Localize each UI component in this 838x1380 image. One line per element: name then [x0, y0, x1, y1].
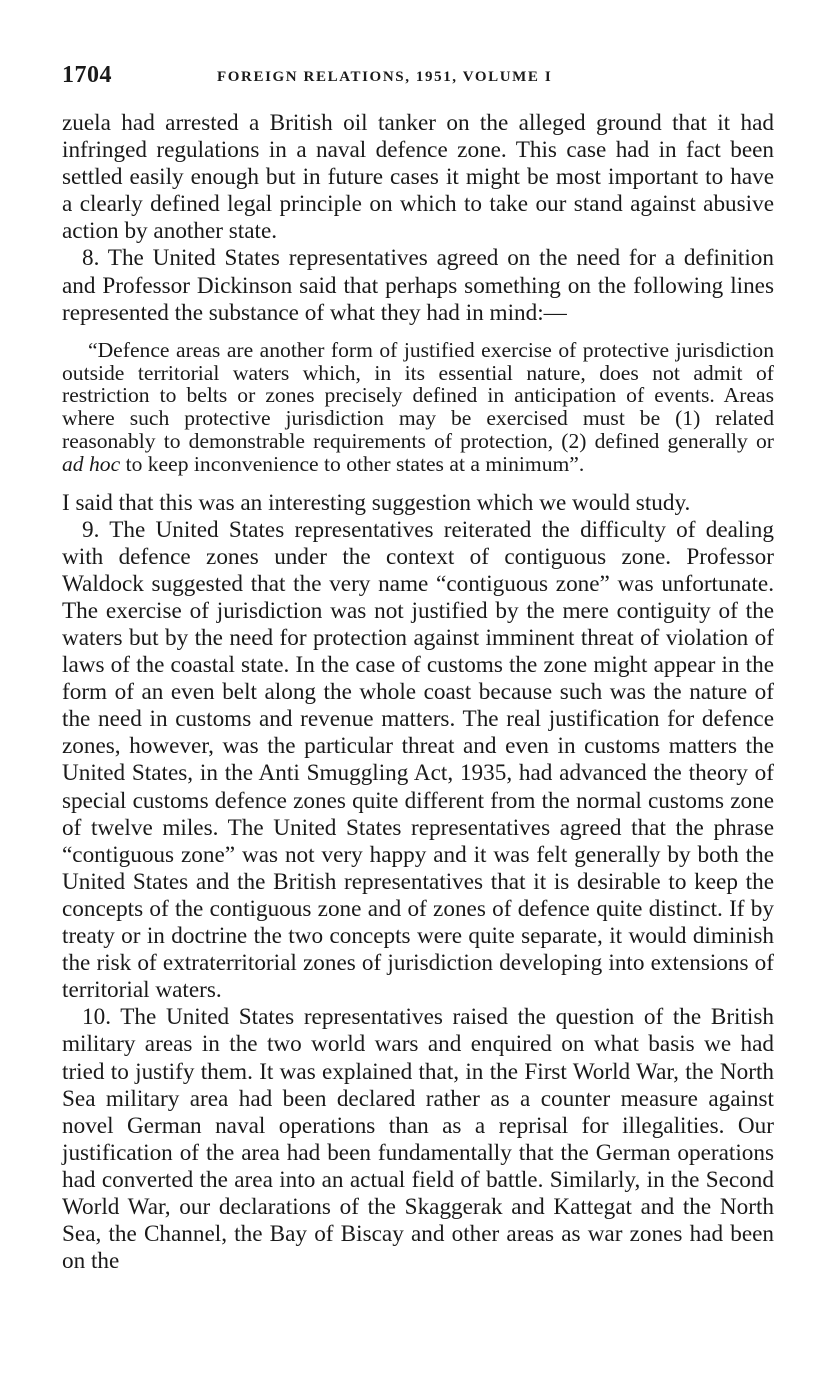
body-text [62, 110, 774, 1275]
block-quote [62, 339, 774, 476]
paragraph-8: 8. The United States representatives agreed on the need for a definition and Professor Dickinson said that perhaps something on the following lines represented the substance of what they had in mind:— [62, 245, 774, 326]
paragraph-10: 10. The United States representatives raised the question of the British military areas in the two world wars and enquired on what basis we had tried to justify them. It was explained that, in the First World War, the North Sea military area had been declared rather as a counter measure against novel German naval operations than as a reprisal for illegalities. Our justification of the area had been fundamentally that the German operations had converted the area into an actual field of battle. Similarly, in the Second World War, our declarations of the Skaggerak and Kattegat and the North Sea, the Channel, the Bay of Biscay and other areas as war zones had been on the [62, 1004, 774, 1275]
quote-italic: ad hoc [62, 451, 121, 476]
paragraph-continued: zuela had arrested a British oil tanker on the alleged ground that it had infringed regulations in a naval defence zone. This case had in fact been settled easily enough but in future cases it might be most important to have a clearly defined legal principle on which to take our stand against abusive action by another state. [62, 110, 774, 245]
quote-text-1: “Defence areas are another form of justified exercise of protective jurisdiction outside territorial waters which, in its essential nature, does not admit of restriction to belts or zones precisely defined in anticipation of events. Areas where such protective jurisdiction may be exercised must be (1) related reasonably to demonstrable requirements of protection, (2) defined generally or [62, 337, 774, 453]
paragraph-after-quote: I said that this was an interesting suggestion which we would study. [62, 489, 691, 516]
quote-text-2: to keep inconvenience to other states at a minimum”. [120, 451, 585, 476]
page-number: 1704 [62, 62, 112, 88]
page-header [62, 62, 774, 92]
running-head: FOREIGN RELATIONS, 1951, VOLUME I [217, 69, 553, 85]
paragraph-9: 9. The United States representatives reiterated the difficulty of dealing with defence zones under the context of contiguous zone. Professor Waldock suggested that the very name “contiguous zone” was unfortunate. The exercise of jurisdiction was not justified by the mere contiguity of the waters but by the need for protection against imminent threat of violation of laws of the coastal state. In the case of customs the zone might appear in the form of an even belt along the whole coast because such was the nature of the need in customs and revenue matters. The real justification for defence zones, however, was the particular threat and even in customs matters the United States, in the Anti Smuggling Act, 1935, had advanced the theory of special customs defence zones quite different from the normal customs zone of twelve miles. The United States representatives agreed that the phrase “contiguous zone” was not very happy and it was felt generally by both the United States and the British representatives that it is desirable to keep the concepts of the contiguous zone and of zones of defence quite distinct. If by treaty or in doctrine the two concepts were quite separate, it would diminish the risk of extraterritorial zones of jurisdiction developing into extensions of territorial waters. [62, 516, 774, 1004]
